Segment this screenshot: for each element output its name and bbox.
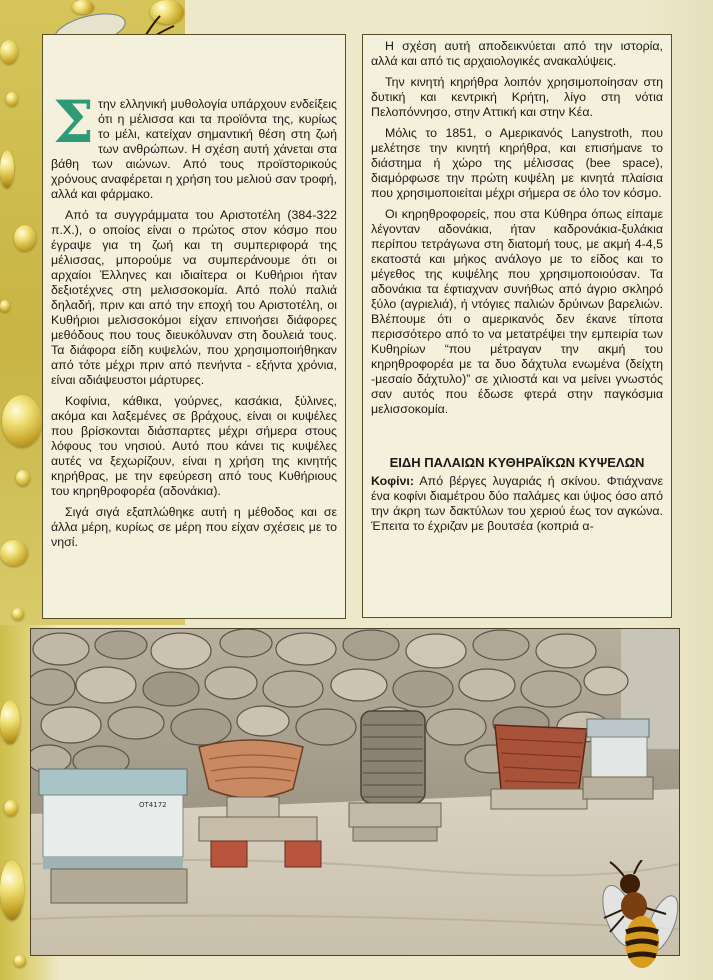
beehives-scene <box>31 629 679 955</box>
honey-drop <box>2 395 42 447</box>
beehives-photo <box>30 628 680 956</box>
section-heading: ΕΙΔΗ ΠΑΛΑΙΩΝ ΚΥΘΗΡΑΪΚΩΝ ΚΥΨΕΛΩΝ <box>389 455 645 470</box>
intro-paragraph <box>51 88 337 202</box>
honey-drop <box>0 150 14 188</box>
honey-drop <box>14 955 26 967</box>
drop-cap: Σ <box>53 88 95 156</box>
section-lead: Κοφίνι: <box>371 474 414 488</box>
honey-drop <box>6 92 18 106</box>
paragraph: Σιγά σιγά εξαπλώθηκε αυτή η μέθοδος και σε άλλα μέρη, κυρίως σε μέρη που είχαν σχέσεις με το νησί. <box>51 505 337 549</box>
honey-drop <box>0 700 20 744</box>
paragraph: Από τα συγγράμματα του Αριστοτέλη (384-322 π.Χ.), ο οποίος είναι ο πρώτος στον κόσμο που έγραψε για τη ζωή και τη συμπεριφορά της μέλισσας, μπορούμε να συμπεράνουμε ότι οι αρχαίοι Έλληνες και ιδιαίτερα οι Κυθήριοι ήταν δεξιοτέχνες στη μελισσοκομία. Από πολύ παλιά δηλαδή, πριν και από την εποχή του Αριστοτέλη, οι Κυθήριοι μελισσοκόμοι είχαν επινοήσει διάφορες μεθόδους που τους διευκόλυναν στη δουλειά τους. Τα διάφορα είδη κυψελών, που χρησιμοποιήθηκαν από τότε μέχρι πριν από πενήντα - εξήντα χρόνια, είναι αδιάψευστοι μάρτυρες. <box>51 208 337 387</box>
honey-drop <box>0 300 10 312</box>
honey-drop <box>0 860 24 920</box>
honey-drop <box>14 225 36 251</box>
modern-hive-left <box>39 769 187 903</box>
paragraph: Μόλις το 1851, ο Αμερικανός Lanystroth, που μελέτησε την κινητή κηρήθρα, και επισήμανε το διάστημα ή χώρο της μέλισσας (bee space), διαμόρφωσε την πρώτη κυψέλη με κινητά πλαίσια που χρησιμοποιείται μέχρι σήμερα σε όλο τον κόσμο. <box>371 126 663 200</box>
intro-text: την ελληνική μυθολογία υπάρχουν ενδείξεις ότι η μέλισσα και τα προϊόντα της, κυρίως το μέλι, κατείχαν σημαντική θέση στη ζωή των ανθρώπων. Η σχέση αυτή χάνεται στα βάθη των αιώνων. Από τους προϊστορικούς χρόνους αναφέρεται η χρήση του μελιού σαν τροφή, αλλά και φάρμακο. <box>51 97 337 201</box>
paragraph: Την κινητή κηρήθρα λοιπόν χρησιμοποίησαν στη δυτική και κεντρική Κρήτη, λίγο στη νότια Πελοπόννησο, στην Αττική και στην Κέα. <box>371 75 663 119</box>
paragraph: Οι κηρηθροφορείς, που στα Κύθηρα όπως είπαμε λέγονταν αδονάκια, ήταν καδρονάκια-ξυλάκια περίπου τετράγωνα στη διατομή τους, με ακμή 4-4,5 εκατοστά και μήκος ανάλογο με το είδος και το μέγεθος της κυψέλης που χρησιμοποιούσαν. Τα αδονάκια τα έφτιαχναν συνήθως από άγριο σκληρό ξύλο (αγριελιά), ή ντόγιες παλιών δρύινων βαρελιών. Βλέπουμε ότι ο αμερικανός δεν έκανε τίποτα περισσότερο από το να μετατρέψει την εμπειρία των Κυθηρίων “που μέτραγαν την ακμή του κηρηθροφορέα με τα δυο δάχτυλα ενωμένα (δείχτη -μεσαίο δάχτυλο)” σε χιλιοστά και να μείνει γνωστός σαν αυτός που έδωσε φτερά στην παγκόσμια μελισσοκομία. <box>371 207 663 416</box>
reed-basket-hive <box>491 725 587 809</box>
modern-hive-right <box>583 719 653 799</box>
honey-drop <box>16 470 30 486</box>
honey-drop <box>0 540 28 566</box>
paragraph: Κοφίνια, κάθικα, γούρνες, κασάκια, ξύλινες, ακόμα και λαξεμένες σε βράχους, είναι οι κυψέλες που βρίσκονται διάσπαρτες μέχρι σήμερα στους λόφους του νησιού. Αυτό που κάνει τις κυψέλες αυτές να ξεχωρίζουν, είναι η χρήση της κινητής κηρήθρας, με την εφεύρεση από τους Κυθήριους του κηρηθροφορέα (αδονάκια). <box>51 394 337 498</box>
paragraph: Η σχέση αυτή αποδεικνύεται από την ιστορία, αλλά και από τις αρχαιολογικές ανακαλύψεις. <box>371 39 663 68</box>
article-column-left <box>42 34 346 619</box>
article-column-right <box>362 34 672 618</box>
section-text: Από βέργες λυγαριάς ή σκίνου. Φτιάχνανε ένα κοφίνι διαμέτρου δύο παλάμες και ύψος όσο από την άκρη των δακτύλων του χεριού έως τον αγκώνα. Έπειτα το έχριζαν με βουτσέα (κοπριά α- <box>371 474 663 533</box>
honey-drop <box>4 800 18 816</box>
bee-illustration-bottom <box>590 860 690 978</box>
honey-drop <box>0 40 18 64</box>
hive-label: ΟΤ4172 <box>139 801 167 809</box>
section-paragraph <box>371 474 663 534</box>
honey-drop <box>12 608 24 620</box>
